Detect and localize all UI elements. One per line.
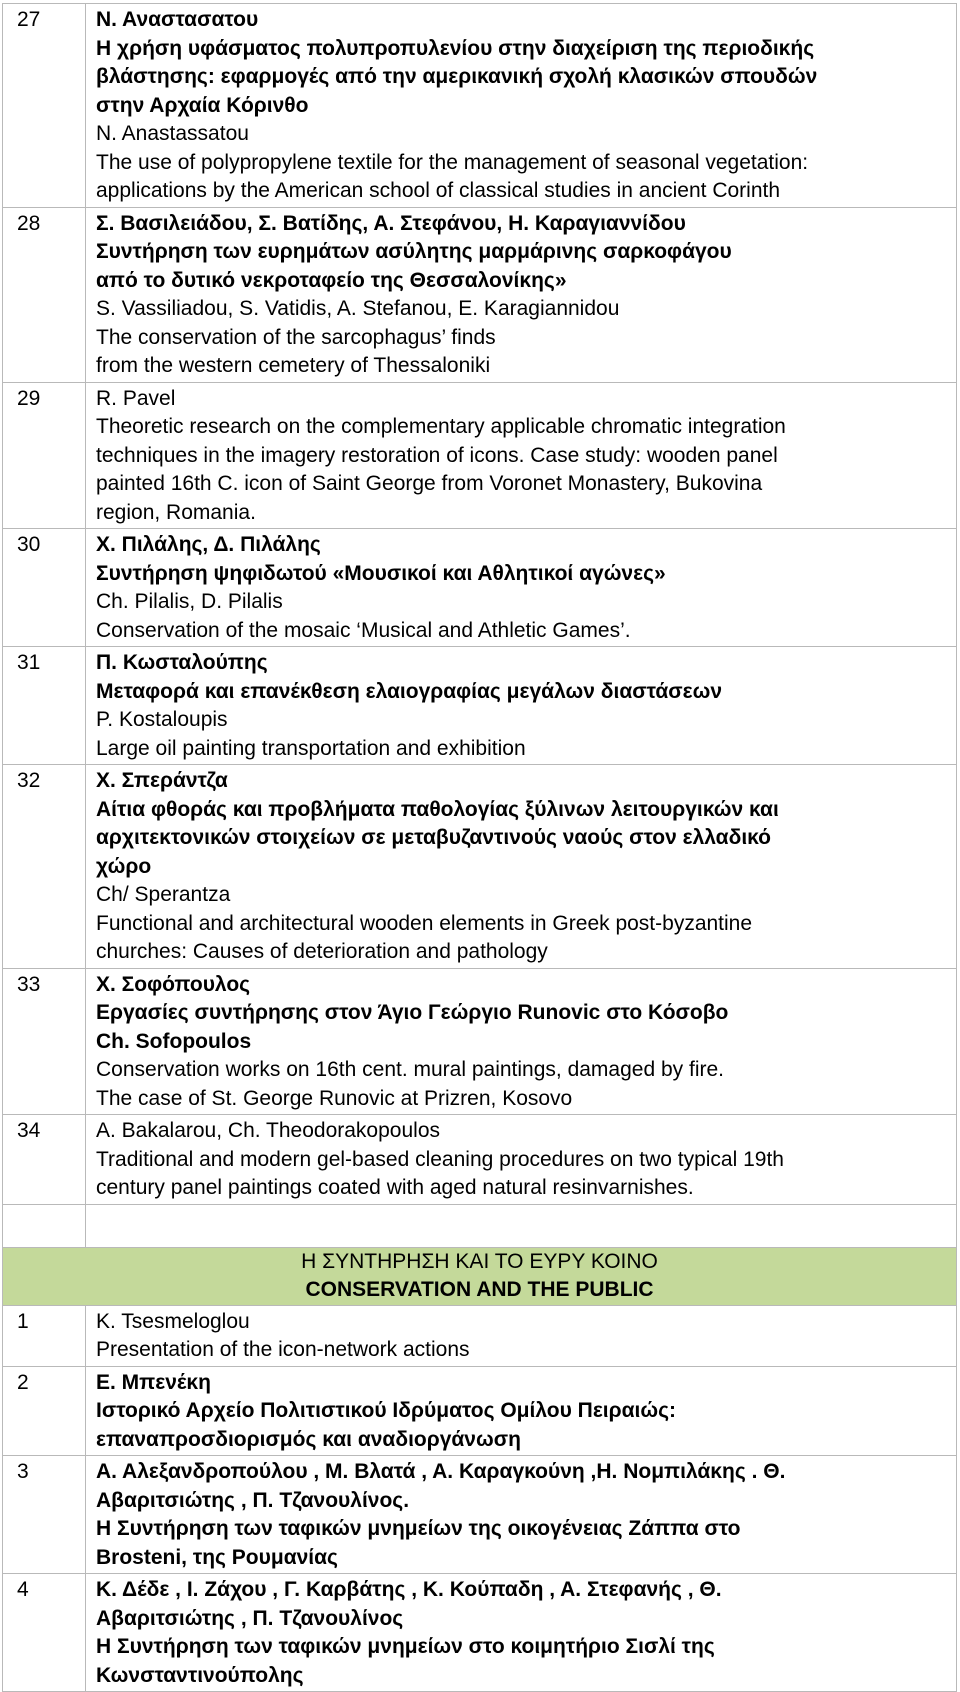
entry-line: churches: Causes of deterioration and pathology (96, 940, 548, 963)
entry-line-bold: από το δυτικό νεκροταφείο της Θεσσαλονίκης» (96, 268, 567, 292)
entry-line-bold: Η χρήση υφάσματος πολυπροπυλενίου στην διαχείριση της περιοδικής (96, 36, 815, 60)
spacer-number-cell (3, 1204, 86, 1247)
entry-line-bold: Χ. Σπεράντζα (96, 769, 228, 792)
entry-number: 32 (3, 765, 86, 969)
entry-line-bold: επαναπροσδιορισμός και αναδιοργάνωση (96, 1427, 521, 1451)
entry-line: painted 16th C. icon of Saint George from Voronet Monastery, Bukovina (96, 472, 763, 495)
program-entries-part2 (3, 1305, 957, 1692)
program-entry-row (3, 1456, 957, 1574)
entry-line-bold: Χ. Πιλάλης, Δ. Πιλάλης (96, 533, 321, 556)
entry-line-bold: Χ. Σοφόπουλος (96, 972, 251, 996)
program-entry-row (3, 1366, 957, 1456)
entry-line: Functional and architectural wooden elements in Greek post-byzantine (96, 911, 753, 935)
entry-line: Theoretic research on the complementary applicable chromatic integration (96, 415, 786, 438)
entry-line-bold: Κωνσταντινούπολης (96, 1663, 304, 1687)
entry-number: 30 (3, 529, 86, 647)
entry-line-bold: Ch. Sofopoulos (96, 1029, 252, 1053)
spacer-section (3, 1204, 957, 1305)
program-entry-row (3, 968, 957, 1115)
program-entry-row (3, 207, 957, 382)
entry-line: N. Anastassatou (96, 122, 249, 145)
entry-line: The case of St. George Runovic at Prizren, Kosovo (96, 1086, 573, 1110)
section-title-english: CONSERVATION AND THE PUBLIC (305, 1278, 654, 1301)
entry-number: 1 (3, 1305, 86, 1366)
entry-line-bold: αρχιτεκτονικών στοιχείων σε μεταβυζαντινούς ναούς στον ελλαδικό (96, 826, 771, 849)
entry-line: applications by the American school of classical studies in ancient Corinth (96, 179, 781, 202)
entry-number: 3 (3, 1456, 86, 1574)
entry-content (86, 765, 957, 969)
entry-line: R. Pavel (96, 386, 176, 410)
entry-content (86, 1366, 957, 1456)
entry-content (86, 529, 957, 647)
spacer-content-cell (86, 1204, 957, 1247)
entry-line: Large oil painting transportation and exhibition (96, 736, 526, 760)
entry-line-bold: Συντήρηση ψηφιδωτού «Μουσικοί και Αθλητικοί αγώνες» (96, 561, 666, 585)
entry-content (86, 1305, 957, 1366)
entry-content (86, 647, 957, 765)
entry-line-bold: Μεταφορά και επανέκθεση ελαιογραφίας μεγάλων διαστάσεων (96, 679, 723, 703)
entry-line-bold: Π. Κωσταλούπης (96, 651, 268, 674)
entry-number: 28 (3, 207, 86, 382)
program-entry-row (3, 529, 957, 647)
entry-line: Conservation of the mosaic ‘Musical and Athletic Games’. (96, 618, 631, 642)
entry-line: The conservation of the sarcophagus’ finds (96, 325, 496, 349)
entry-line-bold: βλάστησης: εφαρμογές από την αμερικανική σχολή κλασικών σπουδών (96, 65, 818, 88)
entry-number: 2 (3, 1366, 86, 1456)
entry-line: Ch. Pilalis, D. Pilalis (96, 590, 283, 613)
entry-line-bold: Brosteni, της Ρουμανίας (96, 1545, 338, 1569)
entry-line-bold: Κ. Δέδε , Ι. Ζάχου , Γ. Καρβάτης , Κ. Κούπαδη , Α. Στεφανής , Θ. (96, 1578, 722, 1601)
entry-line-bold: Σ. Βασιλειάδου, Σ. Βατίδης, Α. Στεφάνου, Η. Καραγιαννίδου (96, 211, 686, 235)
spacer-row (3, 1204, 957, 1247)
entry-content (86, 968, 957, 1115)
entry-line-bold: Ιστορικό Αρχείο Πολιτιστικού Ιδρύματος Ομίλου Πειραιώς: (96, 1399, 677, 1422)
entry-content (86, 207, 957, 382)
entry-number: 4 (3, 1574, 86, 1692)
program-entry-row (3, 647, 957, 765)
entry-line-bold: Αβαριτσιώτης , Π. Τζανουλίνος (96, 1606, 404, 1630)
entry-number: 27 (3, 4, 86, 208)
entry-line: K. Tsesmeloglou (96, 1309, 250, 1333)
entry-content (86, 4, 957, 208)
entry-line: region, Romania. (96, 500, 256, 524)
entry-line-bold: Ν. Αναστασατου (96, 8, 259, 31)
entry-line-bold: Ε. Μπενέκη (96, 1370, 211, 1394)
entry-line-bold: Αίτια φθοράς και προβλήματα παθολογίας ξύλινων λειτουργικών και (96, 797, 779, 821)
entry-line: from the western cemetery of Thessaloniki (96, 354, 491, 377)
section-title-greek: Η ΣΥΝΤΗΡΗΣΗ ΚΑΙ ΤΟ ΕΥΡΥ ΚΟΙΝΟ (301, 1249, 658, 1273)
entry-line: P. Kostaloupis (96, 708, 228, 731)
entry-number: 29 (3, 382, 86, 529)
program-entry-row (3, 4, 957, 208)
entry-line: A. Bakalarou, Ch. Theodorakopoulos (96, 1119, 440, 1142)
entry-content (86, 382, 957, 529)
program-entry-row (3, 1115, 957, 1205)
program-table (2, 3, 957, 1692)
program-entry-row (3, 1574, 957, 1692)
program-entry-row (3, 1305, 957, 1366)
entry-line: Ch/ Sperantza (96, 883, 231, 906)
program-entry-row (3, 382, 957, 529)
entry-line-bold: Η Συντήρηση των ταφικών μνημείων της οικογένειας Ζάππα στο (96, 1517, 741, 1540)
entry-line: Presentation of the icon-network actions (96, 1338, 470, 1361)
entry-line: The use of polypropylene textile for the management of seasonal vegetation: (96, 150, 809, 174)
entry-line: S. Vassiliadou, S. Vatidis, A. Stefanou, E. Karagiannidou (96, 297, 620, 320)
entry-content (86, 1456, 957, 1574)
entry-content (86, 1115, 957, 1205)
entry-line: century panel paintings coated with aged natural resinvarnishes. (96, 1176, 694, 1199)
entry-number: 34 (3, 1115, 86, 1205)
entry-line-bold: Συντήρηση των ευρημάτων ασύλητης μαρμάρινης σαρκοφάγου (96, 240, 732, 263)
entry-line: Traditional and modern gel-based cleaning procedures on two typical 19th (96, 1147, 784, 1171)
entry-number: 31 (3, 647, 86, 765)
entry-number: 33 (3, 968, 86, 1115)
entry-line-bold: χώρο (96, 854, 152, 878)
entry-line-bold: στην Αρχαία Κόρινθο (96, 93, 309, 117)
entry-content (86, 1574, 957, 1692)
program-entry-row (3, 765, 957, 969)
entry-line-bold: Η Συντήρηση των ταφικών μνημείων στο κοιμητήριο Σισλί της (96, 1635, 715, 1658)
entry-line-bold: Α. Αλεξανδροπούλου , Μ. Βλατά , Α. Καραγκούνη ,Η. Νομπιλάκης . Θ. (96, 1460, 786, 1483)
section-header-row (3, 1247, 957, 1305)
entry-line: techniques in the imagery restoration of icons. Case study: wooden panel (96, 443, 778, 467)
entry-line-bold: Αβαριτσιώτης , Π. Τζανουλίνος. (96, 1488, 410, 1512)
section-header-cell (3, 1247, 957, 1305)
entry-line-bold: Εργασίες συντήρησης στον Άγιο Γεώργιο Runovic στο Κόσοβο (96, 1001, 729, 1024)
entry-line: Conservation works on 16th cent. mural paintings, damaged by fire. (96, 1058, 725, 1081)
program-entries-part1 (3, 4, 957, 1205)
